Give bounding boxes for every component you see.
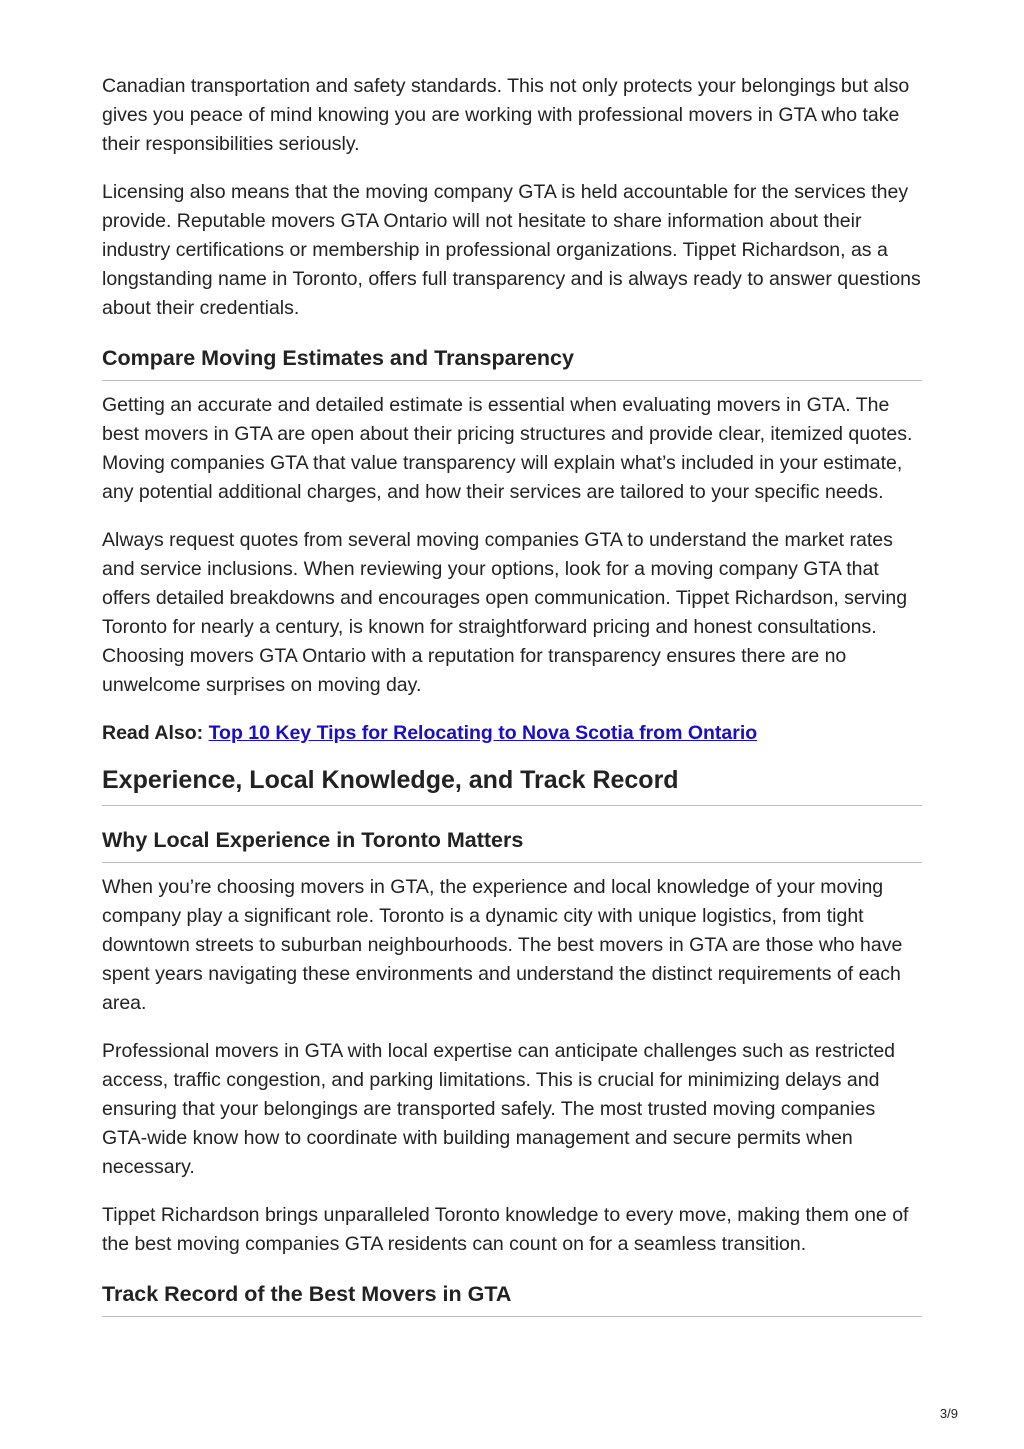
paragraph-tippet-knowledge: Tippet Richardson brings unparalleled Toronto knowledge to every move, making them one of the best moving companies GTA residents can count on for a seamless transition. [102, 1204, 909, 1255]
paragraph-licensing: Licensing also means that the moving company GTA is held accountable for the services they provide. Reputable movers GTA Ontario will not hesitate to share information about their industry certifications or membership in professional organizations. Tippet Richardson, as a longstanding name in Toronto, offers full transparency and is always ready to answer questions about their credentials. [102, 181, 921, 319]
paragraph-safety-standards: Canadian transportation and safety standards. This not only protects your belongings but also gives you peace of mind knowing you are working with professional movers in GTA who take their responsibilities seriously. [102, 75, 910, 155]
page-number: 3/9 [939, 1406, 958, 1421]
heading-compare-estimates: Compare Moving Estimates and Transparency [102, 342, 922, 381]
read-also-link[interactable]: Top 10 Key Tips for Relocating to Nova Scotia from Ontario [208, 722, 758, 744]
heading-experience-section: Experience, Local Knowledge, and Track Record [102, 762, 922, 806]
read-also-line [102, 719, 922, 748]
paragraph-local-expertise: Professional movers in GTA with local expertise can anticipate challenges such as restricted access, traffic congestion, and parking limitations. This is crucial for minimizing delays and ensuring that your belongings are transported safely. The most trusted moving companies GTA-wide know how to coordinate with building management and secure permits when necessary. [102, 1040, 896, 1178]
paragraph-accurate-estimate: Getting an accurate and detailed estimate is essential when evaluating movers in GTA. The best movers in GTA are open about their pricing structures and provide clear, itemized quotes. Moving companies GTA that value transparency will explain what’s included in your estimate, any potential additional charges, and how their services are tailored to your specific needs. [102, 394, 913, 503]
heading-track-record: Track Record of the Best Movers in GTA [102, 1278, 922, 1317]
heading-local-experience: Why Local Experience in Toronto Matters [102, 824, 922, 863]
paragraph-request-quotes: Always request quotes from several moving companies GTA to understand the market rates and service inclusions. When reviewing your options, look for a moving company GTA that offers detailed breakdowns and encourages open communication. Tippet Richardson, serving Toronto for nearly a century, is known for straightforward pricing and honest consultations. Choosing movers GTA Ontario with a reputation for transparency ensures there are no unwelcome surprises on moving day. [102, 529, 908, 696]
paragraph-choosing-movers: When you’re choosing movers in GTA, the experience and local knowledge of your moving company play a significant role. Toronto is a dynamic city with unique logistics, from tight downtown streets to suburban neighbourhoods. The best movers in GTA are those who have spent years navigating these environments and understand the distinct requirements of each area. [102, 876, 903, 1014]
article-body [102, 72, 922, 1317]
read-also-label: Read Also: [102, 722, 204, 744]
